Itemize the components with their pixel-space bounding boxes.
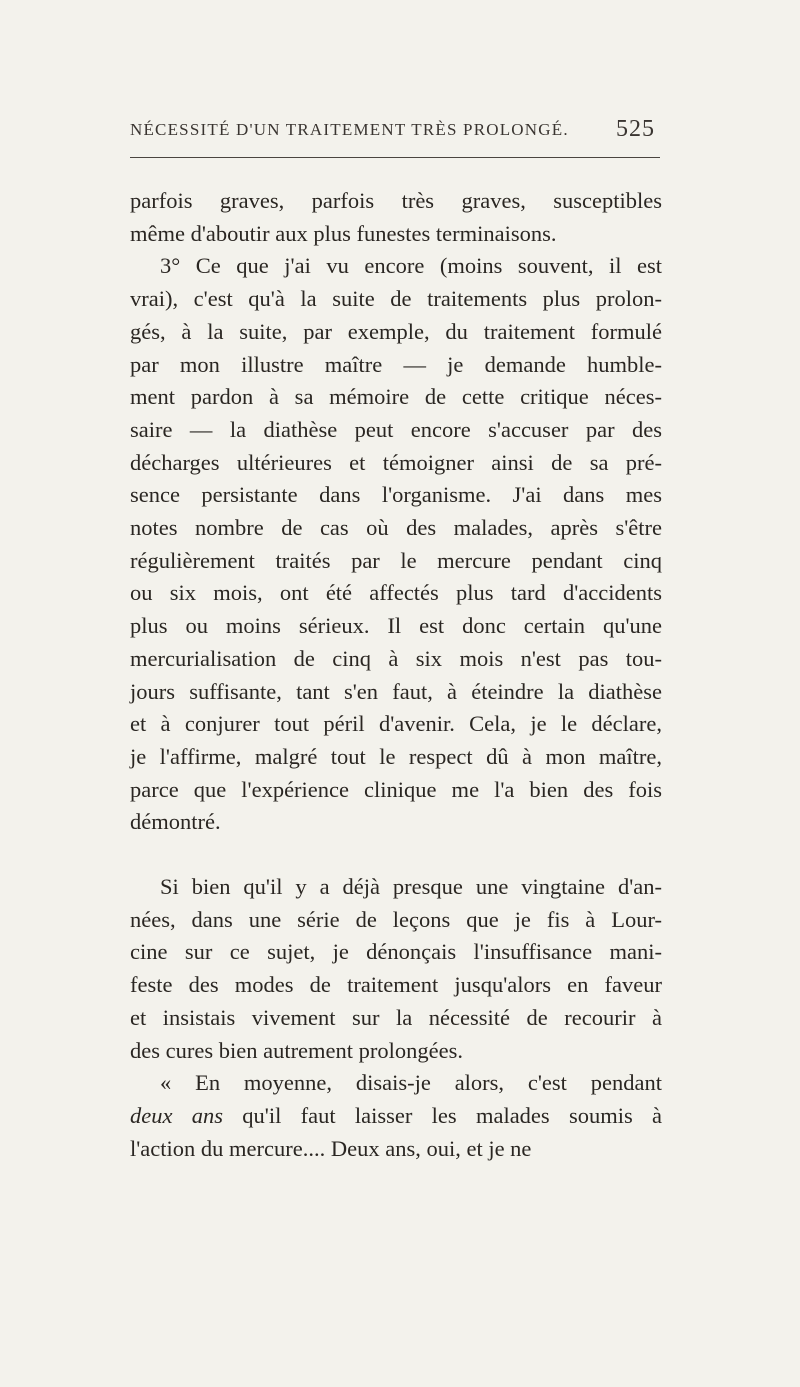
paragraph-3 (130, 871, 662, 1067)
text-line: par mon illustre maître — je demande humble- (130, 351, 662, 377)
paragraph-4 (130, 1067, 662, 1165)
text-line: sence persistante dans l'organisme. J'ai dans mes (130, 482, 662, 508)
text-line: feste des modes de traitement jusqu'alors en faveur (130, 972, 662, 998)
text-line: mercurialisation de cinq à six mois n'est pas tou- (130, 645, 662, 671)
header-rule (130, 157, 660, 158)
text-line: plus ou moins sérieux. Il est donc certain qu'une (130, 613, 662, 639)
text-line: vrai), c'est qu'à la suite de traitements plus prolon- (130, 286, 662, 312)
text-line: je l'affirme, malgré tout le respect dû à mon maître, (130, 743, 662, 769)
text-line: saire — la diathèse peut encore s'accuser par des (130, 416, 662, 442)
body-text (130, 185, 662, 1165)
paragraph-spacer (130, 839, 662, 871)
text-line: démontré. (130, 809, 221, 835)
text-line: et insistais vivement sur la nécessité de recourir à (130, 1004, 662, 1030)
text-fragment: qu'il faut laisser les malades soumis à (223, 1102, 662, 1128)
text-line: décharges ultérieures et témoigner ainsi de sa pré- (130, 449, 662, 475)
text-line: ment pardon à sa mémoire de cette critique néces- (130, 384, 662, 410)
text-line: parce que l'expérience clinique me l'a bien des fois (130, 776, 662, 802)
text-line: ou six mois, ont été affectés plus tard d'accidents (130, 580, 662, 606)
running-title: NÉCESSITÉ D'UN TRAITEMENT TRÈS PROLONGÉ. (130, 120, 569, 139)
text-line: gés, à la suite, par exemple, du traitement formulé (130, 318, 662, 344)
text-line: des cures bien autrement prolongées. (130, 1037, 464, 1063)
text-line: jours suffisante, tant s'en faut, à éteindre la diathèse (130, 678, 662, 704)
running-head (130, 116, 655, 146)
text-line: même d'aboutir aux plus funestes terminaisons. (130, 220, 557, 246)
text-line: régulièrement traités par le mercure pendant cinq (130, 547, 662, 573)
text-line: « En moyenne, disais-je alors, c'est pendant (160, 1070, 662, 1096)
paragraph-2 (130, 250, 662, 839)
paragraph-1 (130, 185, 662, 250)
text-line: et à conjurer tout péril d'avenir. Cela, je le déclare, (130, 711, 662, 737)
text-line: nées, dans une série de leçons que je fis à Lour- (130, 906, 662, 932)
text-line: l'action du mercure.... Deux ans, oui, et je ne (130, 1135, 532, 1161)
text-line: parfois graves, parfois très graves, susceptibles (130, 188, 662, 213)
text-line: notes nombre de cas où des malades, après s'être (130, 515, 662, 541)
italic-phrase: deux ans (130, 1102, 224, 1128)
text-line: cine sur ce sujet, je dénonçais l'insuffisance mani- (130, 939, 662, 965)
text-line-mixed (130, 1100, 662, 1133)
page-number: 525 (616, 116, 655, 142)
text-line: Si bien qu'il y a déjà presque une vingtaine d'an- (160, 874, 662, 900)
text-line: 3° Ce que j'ai vu encore (moins souvent, il est (160, 253, 662, 279)
